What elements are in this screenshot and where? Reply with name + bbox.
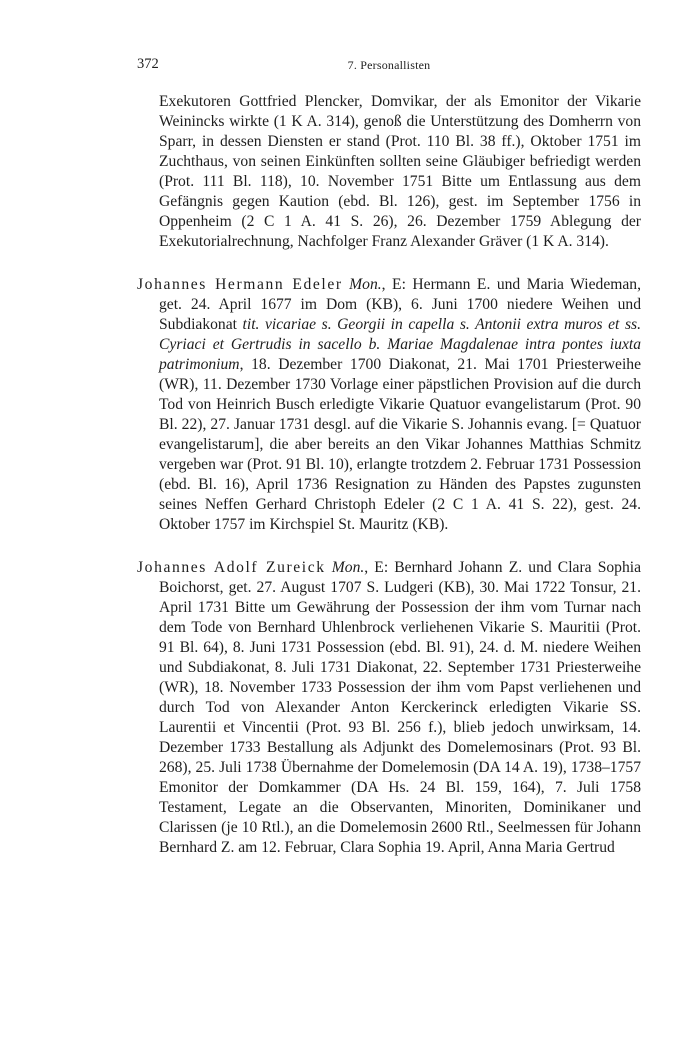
- person-title: Mon.: [349, 276, 382, 293]
- running-title: 7. Personallisten: [347, 58, 431, 72]
- main-text: [137, 92, 641, 858]
- entry-edeler: [137, 275, 641, 535]
- entry-zureick: [137, 558, 641, 858]
- entry-continuation: [137, 92, 641, 252]
- page-header: [137, 52, 641, 76]
- entry-text: , E: Bernhard Johann Z. und Clara Sophia Boichorst, get. 27. August 1707 S. Ludgeri (KB), 30. Mai 1722 Tonsur, 21. April 1731 Bitte um Gewährung der Possession der ihm vom Turnar nach dem Tode von Bernhard Uhlenbrock verliehenen Vikarie S. Mauritii (Prot. 91 Bl. 64), 8. Juni 1731 Possession (ebd. Bl. 91), 24. d. M. niedere Weihen und Subdiakonat, 8. Juli 1731 Diakonat, 22. September 1731 Priesterweihe (WR), 18. November 1733 Possession der ihm vom Papst verliehenen und durch Tod von Alexander Anton Kerckerinck erledigten Vikarie SS. Laurentii et Vincentii (Prot. 93 Bl. 256 f.), blieb jedoch unwirksam, 14. Dezember 1733 Bestallung als Adjunkt des Domelemosinars (Prot. 93 Bl. 268), 25. Juli 1738 Übernahme der Domelemosin (DA 14 A. 19), 1738–1757 Emonitor der Domkammer (DA Hs. 24 Bl. 159, 164), 7. Juli 1758 Testament, Legate an die Observanten, Minoriten, Dominikaner und Clarissen (je 10 Rtl.), an die Domelemosin 2600 Rtl., Seelmessen für Johann Bernhard Z. am 12. Februar, Clara Sophia 19. April, Anna Maria Gertrud: [159, 559, 642, 856]
- page-number: 372: [137, 56, 159, 72]
- entry-latin-title: tit. vicariae s. Georgii in capella s. Antonii extra muros et ss. Cyriaci et Gertrudis in sacello b. Mariae Magdalenae intra pontes iuxta patrimonium: [159, 316, 641, 373]
- person-name: Johannes Adolf Zureick: [137, 559, 326, 576]
- person-name: Johannes Hermann Edeler: [137, 276, 343, 293]
- person-title: Mon.: [331, 559, 365, 576]
- entry-text: Exekutoren Gottfried Plencker, Domvikar, der als Emonitor der Vikarie Weinincks wirkte (1 K A. 314), genoß die Unterstützung des Domherrn von Sparr, in dessen Diensten er stand (Prot. 110 Bl. 38 ff.), Oktober 1751 im Zuchthaus, von seinen Einkünften sollten seine Gläubiger befriedigt werden (Prot. 111 Bl. 118), 10. November 1751 Bitte um Entlassung aus dem Gefängnis gegen Kaution (ebd. Bl. 126), gest. im September 1756 in Oppenheim (2 C 1 A. 41 S. 26), 26. Dezember 1759 Ablegung der Exekutorialrechnung, Nachfolger Franz Alexander Gräver (1 K A. 314).: [159, 93, 641, 250]
- entry-text: , E: Hermann E. und Maria Wiedeman, get. 24. April 1677 im Dom (KB), 6. Juni 1700 niedere Weihen und Subdiakonat: [159, 276, 641, 333]
- entry-text: , 18. Dezember 1700 Diakonat, 21. Mai 1701 Priesterweihe (WR), 11. Dezember 1730 Vorlage einer päpstlichen Provision auf die durch Tod von Heinrich Busch erledigte Vikarie Quatuor evangelistarum (Prot. 90 Bl. 22), 27. Januar 1731 desgl. auf die Vikarie S. Johannis evang. [= Quatuor evangelistarum], die aber bereits an den Vikar Johannes Matthias Schmitz vergeben war (Prot. 91 Bl. 10), erlangte trotzdem 2. Februar 1731 Possession (ebd. Bl. 16), April 1736 Resignation zu Händen des Papstes zugunsten seines Neffen Gerhard Christoph Edeler (2 C 1 A. 41 S. 22), gest. 24. Oktober 1757 im Kirchspiel St. Mauritz (KB).: [159, 356, 641, 533]
